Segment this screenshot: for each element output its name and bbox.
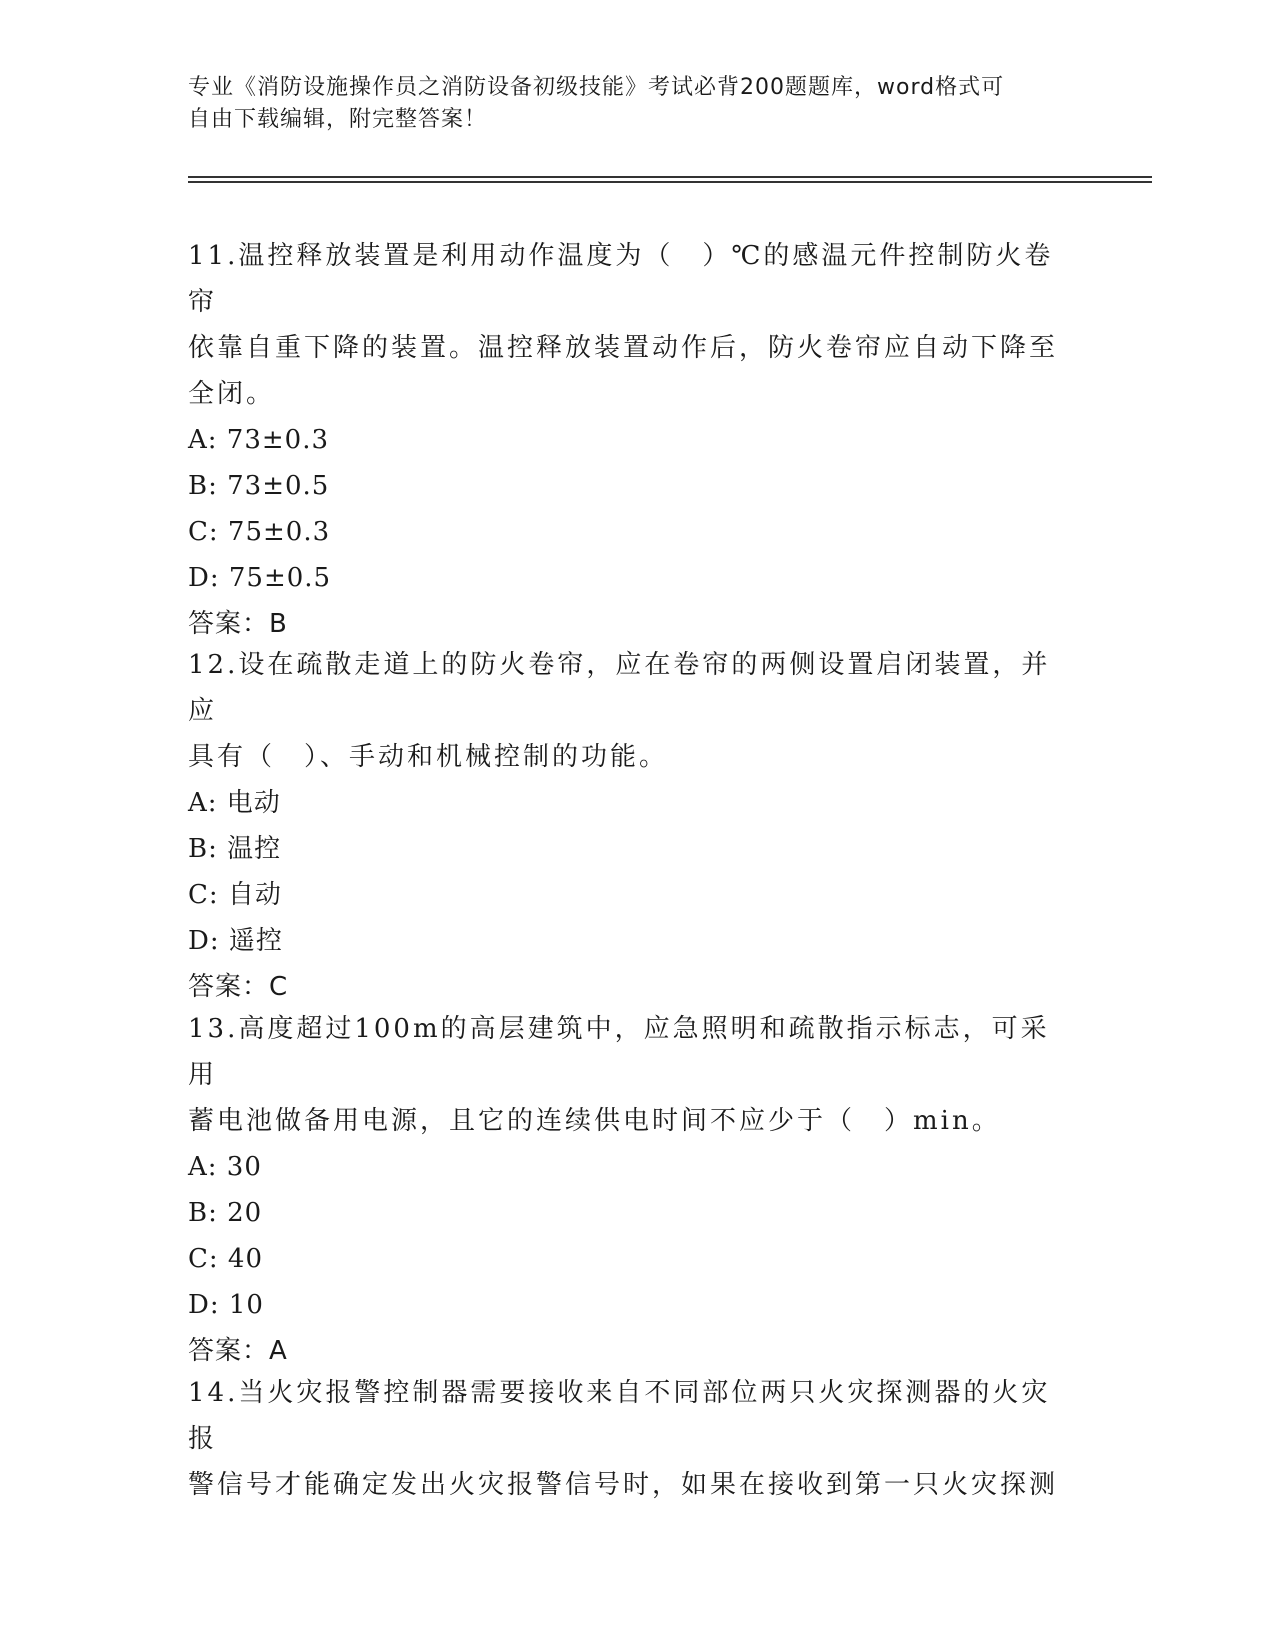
answer: 答案：B (188, 609, 288, 639)
question-text-line: 11.温控释放装置是利用动作温度为（ ）℃的感温元件控制防火卷帘 (188, 241, 1054, 317)
option-b: B: 温控 (188, 834, 282, 864)
question-14 (188, 1370, 1068, 1508)
question-12 (188, 642, 1068, 1010)
option-a: A: 电动 (188, 788, 281, 818)
option-c: C: 自动 (188, 880, 282, 910)
question-text-line: 13.高度超过100m的高层建筑中，应急照明和疏散指示标志，可采用 (188, 1014, 1050, 1090)
option-d: D: 遥控 (188, 926, 283, 956)
question-text-line: 具有（ ）、手动和机械控制的功能。 (188, 742, 669, 772)
question-11 (188, 233, 1068, 647)
header-line-2: 自由下载编辑，附完整答案！ (188, 107, 488, 132)
question-text-line: 12.设在疏散走道上的防火卷帘，应在卷帘的两侧设置启闭装置，并应 (188, 650, 1051, 726)
option-c: C: 75±0.3 (188, 517, 331, 547)
answer: 答案：A (188, 1336, 288, 1366)
option-a: A: 73±0.3 (188, 425, 330, 455)
question-text-line: 14.当火灾报警控制器需要接收来自不同部位两只火灾探测器的火灾报 (188, 1378, 1051, 1454)
question-text-line: 全闭。 (188, 379, 276, 409)
option-b: B: 20 (188, 1198, 263, 1228)
header-divider-top (188, 176, 1152, 178)
option-b: B: 73±0.5 (188, 471, 330, 501)
option-d: D: 10 (188, 1290, 264, 1320)
question-text-line: 蓄电池做备用电源，且它的连续供电时间不应少于（ ）min。 (188, 1106, 1001, 1136)
option-d: D: 75±0.5 (188, 563, 332, 593)
header-divider-bottom (188, 181, 1152, 183)
header-line-1: 专业《消防设施操作员之消防设备初级技能》考试必背200题题库，word格式可 (188, 75, 1005, 100)
answer: 答案：C (188, 972, 289, 1002)
option-a: A: 30 (188, 1152, 262, 1182)
question-text-line: 警信号才能确定发出火灾报警信号时，如果在接收到第一只火灾探测 (188, 1470, 1059, 1500)
question-text-line: 依靠自重下降的装置。温控释放装置动作后，防火卷帘应自动下降至 (188, 333, 1059, 363)
document-header (188, 72, 1068, 136)
option-c: C: 40 (188, 1244, 264, 1274)
question-13 (188, 1006, 1068, 1374)
